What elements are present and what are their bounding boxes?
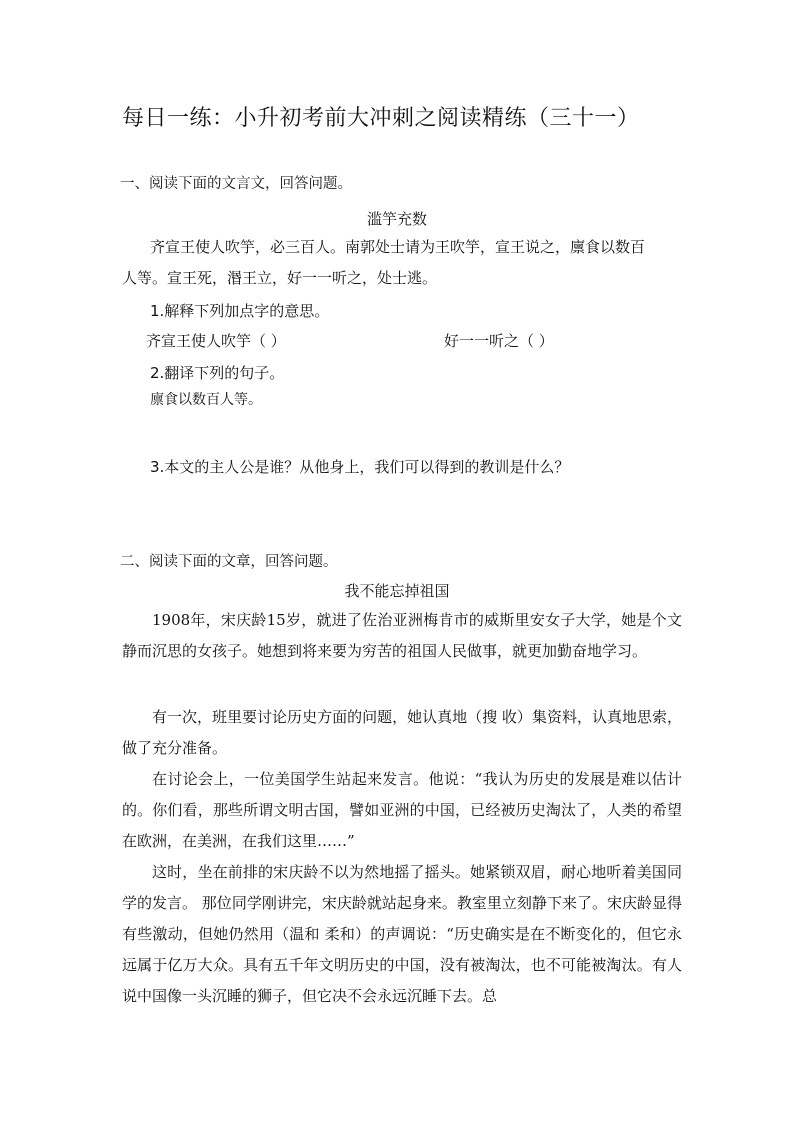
classical-text-line-1: 齐宣王使人吹竽，必三百人。南郭处士请为王吹竽，宣王说之，廪食以数百 <box>150 238 646 256</box>
classical-text-line-2: 人等。宣王死，湣王立，好一一听之，处士逃。 <box>122 269 438 287</box>
page-title: 每日一练：小升初考前大冲刺之阅读精练（三十一） <box>122 106 640 131</box>
article-paragraph-3: 在讨论会上，一位美国学生站起来发言。他说：“我认为历史的发展是难以估计的。你们看，那些所谓文明古国，譬如亚洲的中国，已经被历史淘汰了，人类的希望在欧洲，在美洲，在我们这里……” <box>122 770 682 850</box>
section-1-subtitle: 滥竽充数 <box>366 210 427 228</box>
article-paragraph-2: 有一次，班里要讨论历史方面的问题，她认真地（搜 收）集资料，认真地思索，做了充分准备。 <box>122 708 682 757</box>
article-paragraph-4: 这时，坐在前排的宋庆龄不以为然地摇了摇头。她紧锁双眉，耐心地听着美国同学的发言。 那位同学刚讲完，宋庆龄就站起身来。教室里立刻静下来了。宋庆龄显得有些激动，但她仍然用（温和 柔和）的声调说：“历史确实是在不断变化的，但它永远属于亿万大众。具有五千年文明历史的中国，没有被淘汰，也不可能被淘汰。有人说中国像一头沉睡的狮子，但它决不会永远沉睡下去。总 <box>122 863 682 1005</box>
question-1-item-b: 好一一听之（ ） <box>444 332 554 350</box>
section-1-heading: 一、阅读下面的文言文，回答问题。 <box>120 176 352 192</box>
article-paragraph-1: 1908年，宋庆龄15岁，就进了佐治亚洲梅肯市的威斯里安女子大学，她是个文静而沉思的女孩子。她想到将来要为穷苦的祖国人民做事，就更加勤奋地学习。 <box>122 611 682 660</box>
section-2-heading: 二、阅读下面的文章，回答问题。 <box>120 554 338 570</box>
question-2: 2.翻译下列的句子。 <box>150 364 285 382</box>
question-2-sentence: 廪食以数百人等。 <box>150 392 262 408</box>
question-3: 3.本文的主人公是谁？从他身上，我们可以得到的教训是什么？ <box>150 458 570 476</box>
section-2-subtitle: 我不能忘掉祖国 <box>344 582 450 600</box>
question-1-item-a: 齐宣王使人吹竽（ ） <box>146 332 286 350</box>
question-1: 1.解释下列加点字的意思。 <box>150 302 330 320</box>
